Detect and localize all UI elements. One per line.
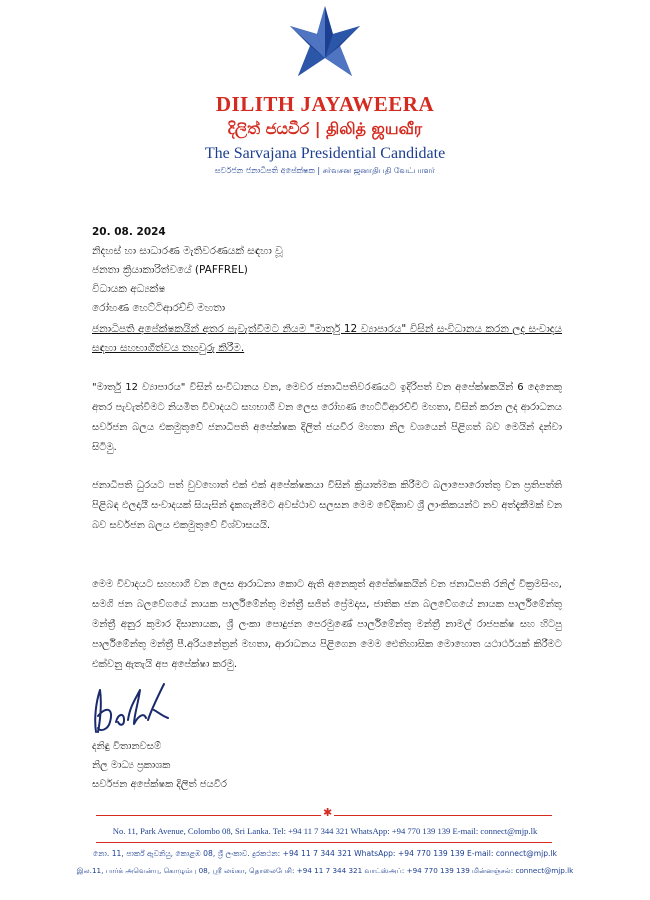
- asterisk-ornament-icon: ✱: [323, 806, 333, 819]
- recipient-line: නිදහස් හා සාධාරණ මැතිවරණයක් සඳහා වූ: [92, 245, 283, 257]
- letter-subject: ජනාධිපති අපේක්ෂකයින් අතර පැවැත්වීමට නියම "මාර්තු 12 ව්‍යාපාරය" විසින් සංවිධානය කරන ලද සංවාදය සඳහා සහභාගීත්වය තහවුරු කිරීම.: [92, 323, 562, 354]
- footer-address-sinhala: නො. 11, පාර්ක් ඇවනියු, කොළඹ 08, ශ්‍රී ලංකාව. දුරකථන: +94 11 7 344 321 WhatsApp: +94 770 139 139 E-mail: connect@mjp.lk: [93, 849, 557, 858]
- signatory-name: දනිඳු විතානවසම්: [92, 741, 162, 752]
- candidate-name-english: DILITH JAYAWEERA: [215, 92, 435, 116]
- signatory-affiliation: සර්වජන අපේක්ෂක දිලිත් ජයවීර: [92, 779, 227, 790]
- body-paragraph: ජනාධිපති ධුරයට පත් වුවහොත් එක් එක් අපේක්ෂකයා විසින් ක්‍රියාත්මක කිරීමට බලාපොරොත්තු වන ප්‍රතිපත්ති පිළිබඳ ඵලදායී සංවාදයක් සියැසින් දැකගැනීමට අවස්ථාව සලසන මෙම වේදිකාව ශ්‍රී ලාංකිකයන්ට නව අත්දැකීමක් වන බව සර්වජන බලය එකමුතුවේ විශ්වාසයයි.: [92, 480, 562, 531]
- recipient-line: ජනතා ක්‍රියාකාරිත්වයේ (PAFFREL): [92, 264, 248, 276]
- recipient-line: විධායක අධ්‍යක්ෂ: [92, 283, 166, 295]
- candidate-tagline-local: සර්වජන ජනාධිපති අපේක්ෂක | சர்வசன ஜனாதிபதி வேட்பாளர்: [214, 166, 436, 175]
- candidate-tagline: The Sarvajana Presidential Candidate: [204, 145, 446, 162]
- footer-divider: [96, 842, 552, 843]
- footer-address-tamil: இல.11, பார்க் அவென்யு, கொழும்பு 08, ஸ்ரீ லங்கா, தொலைபேசி: +94 11 7 344 321 வாட்ஸ்அப்: +94 770 139 139 மின்னஞ்சல்: connect@mjp.lk: [76, 866, 574, 875]
- recipient-line: රෝහණ හෙට්ටිආරච්චි මහතා: [92, 302, 226, 314]
- body-paragraph: මෙම විවාදයට සහභාගී වන ලෙස ආරාධනා කොට ඇති අනෙකුත් අපේක්ෂකයින් වන ජනාධිපති රනිල් වික්‍රමසිංහ, සමගි ජන බලවේගයේ නායක පාර්ලිමේන්තු මන්ත්‍රී සජිත් ප්‍රේමදාස, ජාතික ජන බලවේගයේ නායක පාර්ලිමේන්තු මන්ත්‍රී අනුර කුමාර දිසානායක, ශ්‍රී ලංකා පොදුජන පෙරමුණේ පාර්ලිමේන්තු මන්ත්‍රී නාමල් රාජපක්ෂ සහ හිටපු පාර්ලිමේන්තු මන්ත්‍රී පී.අරියනේත්‍රන් මහතා, ආරාධනය පිළිගෙන මෙම ඓතිහාසික මොහොත යථාර්ථයක් කිරීමට එක්වනු ඇතැයි අප අපේක්ෂා කරමු.: [92, 579, 562, 670]
- signatory-title: නිල මාධ්‍ය ප්‍රකාශක: [92, 760, 171, 771]
- letter-meta: [92, 223, 283, 318]
- letter-signoff: [92, 737, 227, 794]
- letter-date: 20. 08. 2024: [92, 226, 166, 238]
- body-paragraph: "මාර්තු 12 ව්‍යාපාරය" විසින් සංවිධානය වන, මෙවර ජනාධිපතිවරණයට ඉදිරිපත් වන අපේක්ෂකයින් 6 දෙනෙකු අතර පැවැත්වීමට නියමිත විවාදයට සහභාගී වන ලෙස රෝහණ හෙට්ටිආරච්චි මහතා, විසින් කරන ලද ආරාධනය සර්වජන බලය එකමුතුවේ ජනාධිපති අපේක්ෂක දිලිත් ජයවීර මහතා නිල වශයෙන් පිළිගත් බව මෙයින් දන්වා සිටිමු.: [92, 382, 563, 453]
- handwritten-signature-icon: [88, 676, 178, 740]
- star-logo-icon: [288, 4, 362, 84]
- candidate-name-local: දිලිත් ජයවීර | திலித் ஜயவீர: [227, 119, 423, 138]
- footer-address-english: No. 11, Park Avenue, Colombo 08, Sri Lanka. Tel: +94 11 7 344 321 WhatsApp: +94 770 139 139 E-mail: connect@mjp.lk: [112, 826, 538, 836]
